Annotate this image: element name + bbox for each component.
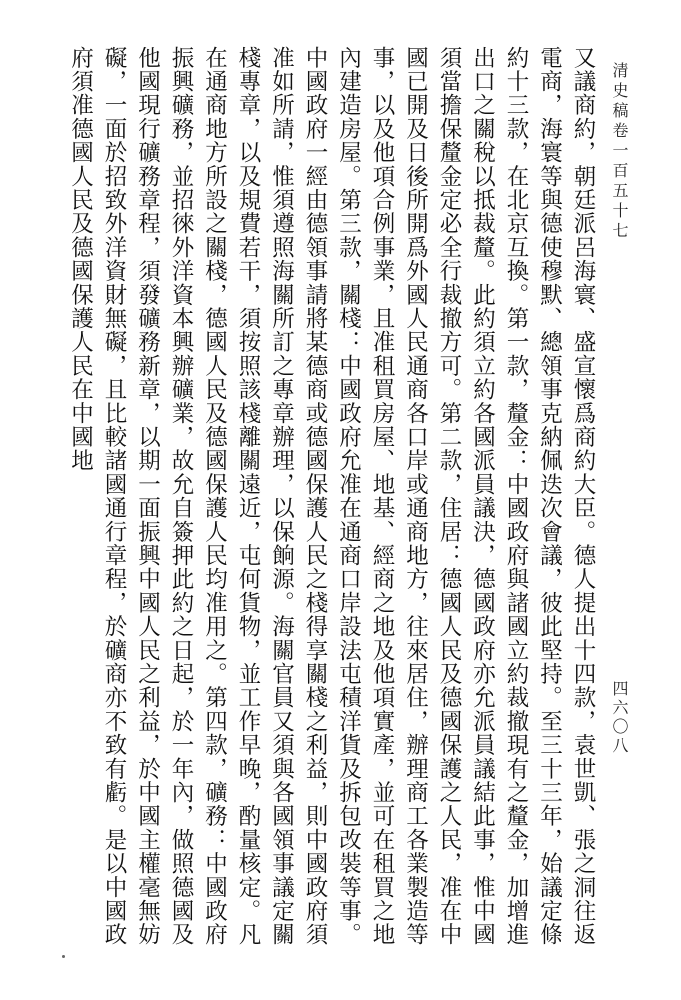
page-number: 四六〇八 bbox=[610, 680, 629, 756]
body-paragraph: 又議商約，朝廷派呂海寰、盛宣懷爲商約大臣。德人提出十四款，袁世凱、張之洞往返電商，海寰等與德使穆默、總領事克納佩迭次會議，彼此堅持。至三十三年，始議定條約十三款，在北京互換。第一款，釐金：中國政府與諸國立約裁撤現有之釐金，加增進出口之關稅以抵裁釐。此約須立約各國派員議決，德國政府亦允派員議結此事，惟中國須當擔保釐金定必全行裁撤方可。第二款，住居：德國人民及德國保護之人民，准在中國已開及日後所開爲外國人民通商各口岸或通商地方，往來居住，辦理商工各業製造等事，以及他項合例事業，且准租買房屋、地基、經商之地及他項實產，並可在租買之地內建造房屋。第三款，關棧：中國政府允准在通商口岸設法屯積洋貨及拆包改裝等事。中國政府一經由德領事請將某德商或德國保護人民之棧得享關棧之利益，則中國政府須准如所請，惟須遵照海關所訂之專章辦理，以保餉源。海關官員又須與各國領事議定關棧專章，以及規費若干，須按照該棧離關遠近，屯何貨物，並工作早晚，酌量核定。凡在通商地方所設之關棧，德國人民及德國保護人民均准用之。第四款，礦務：中國政府振興礦務，並招徠外洋資本興辦礦業，故允自簽押此約之日起，於一年內，做照德國及他國現行礦務章程，須發礦務新章，以期一面振興中國人民之利益，於中國主權毫無妨礙，一面於招致外洋資財無礙，且比較諸國通行章程，於礦商亦不致有虧。是以中國政府須准德國人民及德國保護人民在中國地 bbox=[67, 46, 596, 947]
running-header: 清史稿卷一百五十七 bbox=[610, 62, 629, 242]
main-text-column-block bbox=[67, 46, 599, 956]
ink-speck bbox=[62, 955, 65, 958]
